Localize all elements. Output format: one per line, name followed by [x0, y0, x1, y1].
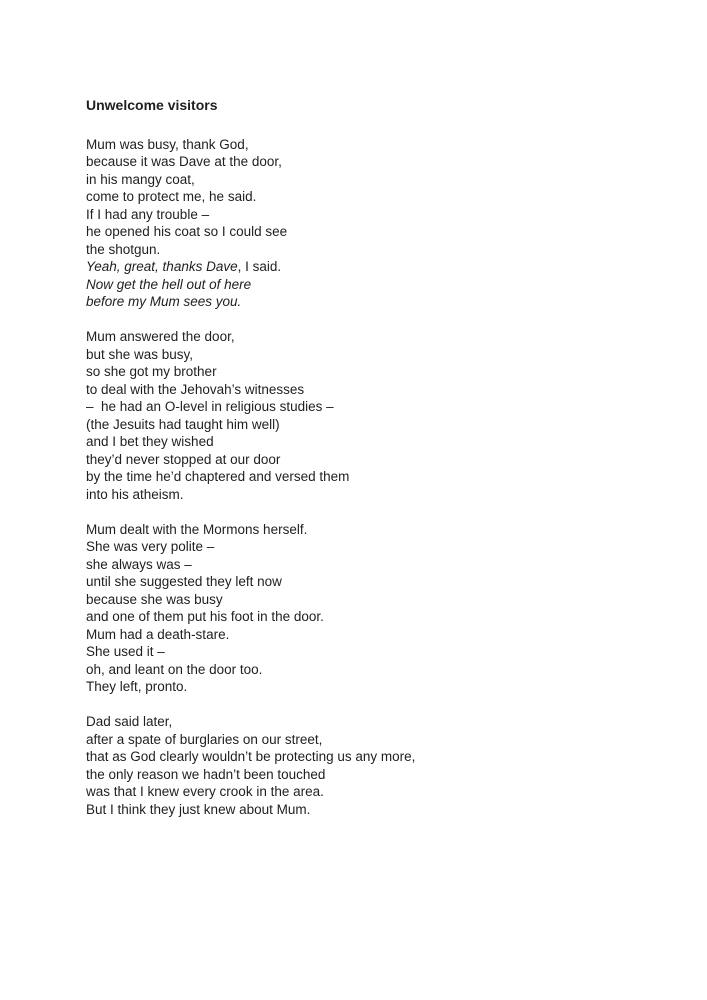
poem-line	[86, 748, 667, 766]
poem-line	[86, 223, 667, 241]
poem-text: in his mangy coat,	[86, 171, 195, 187]
poem-line	[86, 241, 667, 259]
poem-line	[86, 206, 667, 224]
poem-line	[86, 486, 667, 504]
poem-text: into his atheism.	[86, 486, 184, 502]
poem-line	[86, 171, 667, 189]
poem-line	[86, 258, 667, 276]
poem-line	[86, 188, 667, 206]
poem-text: and I bet they wished	[86, 434, 214, 449]
poem-text-italic: Now get the hell out of here	[86, 276, 252, 292]
poem-text: they’d never stopped at our door	[86, 451, 281, 467]
poem-text: Mum had a death-stare.	[86, 626, 230, 642]
poem-text: because she was busy	[86, 591, 223, 607]
poem-text: he opened his coat so I could see	[86, 224, 288, 239]
poem-text: after a spate of burglaries on our street,	[86, 731, 323, 747]
poem-text-italic: Yeah, great, thanks Dave	[86, 259, 238, 274]
poem-line	[86, 398, 667, 416]
poem-line	[86, 661, 667, 679]
poem-text: oh, and leant on the door too.	[86, 661, 263, 677]
poem-line	[86, 276, 667, 294]
poem-text: was that I knew every crook in the area.	[86, 784, 324, 799]
poem-line	[86, 328, 667, 346]
poem-text: Mum was busy, thank God,	[86, 136, 249, 152]
poem-body	[86, 136, 667, 819]
poem-text: Dad said later,	[86, 714, 173, 729]
poem-line	[86, 538, 667, 556]
poem-text: to deal with the Jehovah’s witnesses	[86, 381, 305, 397]
poem-line	[86, 713, 667, 731]
poem-text: she always was –	[86, 556, 192, 572]
poem-text: She was very polite –	[86, 539, 215, 554]
poem-text: , I said.	[237, 259, 282, 274]
poem-text: the shotgun.	[86, 241, 161, 257]
poem-line	[86, 468, 667, 486]
poem-line	[86, 136, 667, 154]
stanza	[86, 328, 667, 503]
poem-line	[86, 363, 667, 381]
poem-text: If I had any trouble –	[86, 206, 210, 222]
poem-text: They left, pronto.	[86, 679, 188, 694]
poem-line	[86, 731, 667, 749]
poem-line	[86, 801, 667, 819]
poem-line	[86, 346, 667, 364]
poem-line	[86, 643, 667, 661]
poem-text: because it was Dave at the door,	[86, 154, 282, 169]
stanza	[86, 136, 667, 311]
stanza	[86, 713, 667, 818]
poem-line	[86, 678, 667, 696]
poem-line	[86, 416, 667, 434]
poem-text: – he had an O-level in religious studies –	[86, 399, 334, 414]
poem-text: the only reason we hadn’t been touched	[86, 766, 326, 782]
poem-text: by the time he’d chaptered and versed them	[86, 469, 350, 484]
poem-line	[86, 451, 667, 469]
poem-text: that as God clearly wouldn’t be protecting us any more,	[86, 749, 416, 764]
poem-line	[86, 556, 667, 574]
poem-line	[86, 293, 667, 311]
poem-text: come to protect me, he said.	[86, 189, 257, 204]
poem-line	[86, 433, 667, 451]
poem-text: But I think they just knew about Mum.	[86, 801, 311, 817]
poem-line	[86, 521, 667, 539]
poem-line	[86, 608, 667, 626]
poem-line	[86, 766, 667, 784]
poem-text: so she got my brother	[86, 364, 217, 379]
page-title: Unwelcome visitors	[86, 97, 218, 113]
stanza	[86, 521, 667, 696]
poem-line	[86, 626, 667, 644]
poem-line	[86, 381, 667, 399]
poem-text: (the Jesuits had taught him well)	[86, 416, 280, 432]
poem-line	[86, 783, 667, 801]
poem-line	[86, 573, 667, 591]
poem-line	[86, 153, 667, 171]
poem-text: until she suggested they left now	[86, 574, 282, 589]
poem-text: and one of them put his foot in the door.	[86, 609, 324, 624]
poem-content	[86, 97, 667, 836]
poem-text: She used it –	[86, 644, 165, 659]
poem-text-italic: before my Mum sees you.	[86, 294, 242, 309]
poem-line	[86, 591, 667, 609]
poem-text: Mum answered the door,	[86, 329, 235, 344]
poem-text: but she was busy,	[86, 346, 194, 362]
poem-text: Mum dealt with the Mormons herself.	[86, 521, 308, 537]
